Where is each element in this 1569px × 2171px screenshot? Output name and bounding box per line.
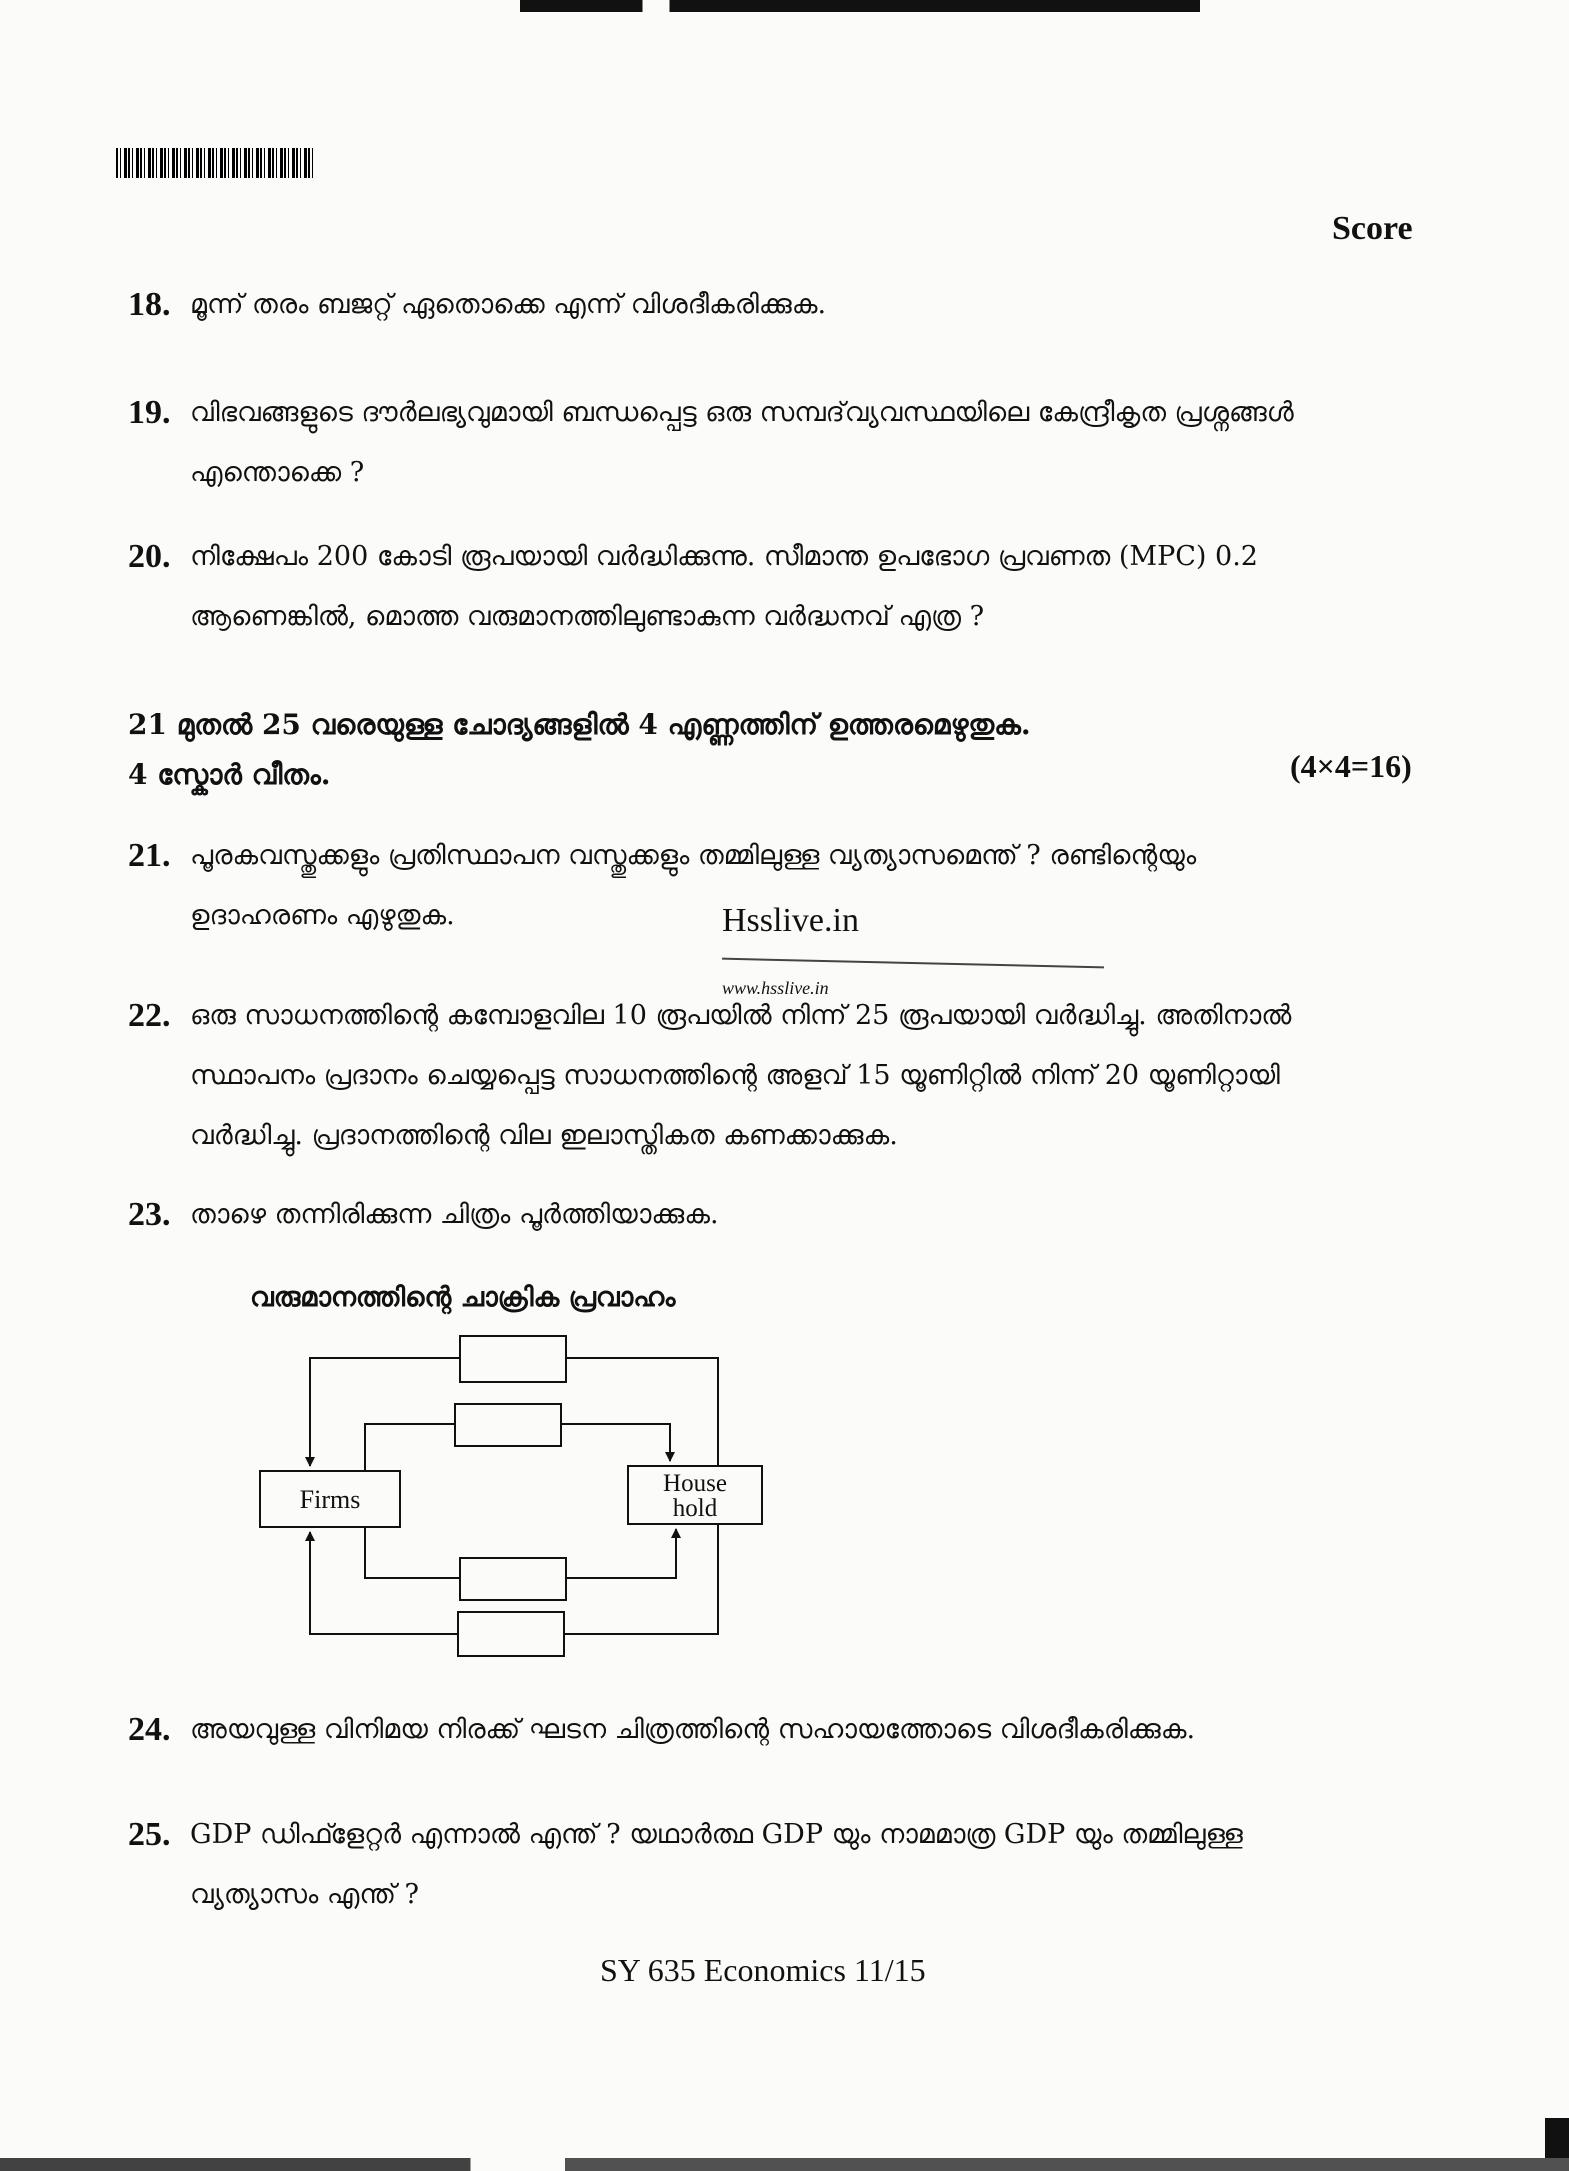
question-23 <box>128 1185 1428 1245</box>
page-footer: SY 635 Economics 11/15 <box>600 1952 926 1988</box>
question-line: ആണെങ്കിൽ, മൊത്ത വരുമാനത്തിലുണ്ടാകുന്ന വർദ്ധനവ് എത്ര ? <box>190 601 985 632</box>
question-line: മൂന്ന് തരം ബജറ്റ് ഏതൊക്കെ എന്ന് വിശദീകരിക്കുക. <box>190 289 827 320</box>
flow-line-outer-top <box>310 1358 460 1466</box>
score-label: Score <box>1332 210 1413 247</box>
scan-edge-bottom <box>0 2158 1569 2171</box>
flow-line-outer-bottom <box>310 1532 458 1634</box>
question-19 <box>128 383 1428 503</box>
question-number: 22. <box>128 997 171 1034</box>
question-line: സ്ഥാപനം പ്രദാനം ചെയ്യപ്പെട്ട സാധനത്തിന്റെ അളവ് 15 യൂണിറ്റിൽ നിന്ന് 20 യൂണിറ്റായി <box>190 1060 1280 1091</box>
question-line: ഉദാഹരണം എഴുതുക. <box>190 900 455 931</box>
watermark-url: www.hsslive.in <box>722 978 829 998</box>
blank-box-top-outer <box>460 1336 566 1382</box>
question-number: 20. <box>128 538 171 575</box>
flow-line-inner-top <box>365 1424 455 1471</box>
question-number: 21. <box>128 837 171 874</box>
question-number: 24. <box>128 1711 171 1748</box>
question-24 <box>128 1700 1428 1760</box>
watermark: Hsslive.in <box>722 902 859 939</box>
question-number: 25. <box>128 1816 171 1853</box>
circular-flow-diagram <box>240 1320 780 1680</box>
question-line: ഒരു സാധനത്തിന്റെ കമ്പോളവില 10 രൂപയിൽ നിന്ന് 25 രൂപയായി വർദ്ധിച്ചു. അതിനാൽ <box>190 1000 1292 1031</box>
flow-line-outer-top <box>566 1358 718 1466</box>
question-number: 23. <box>128 1196 171 1233</box>
blank-box-top-inner <box>455 1404 561 1446</box>
section-marks: (4×4=16) <box>1290 748 1412 784</box>
flow-line-inner-top <box>561 1424 670 1461</box>
question-number: 18. <box>128 286 171 323</box>
scan-edge-corner <box>1545 2118 1569 2158</box>
barcode <box>116 148 316 178</box>
flow-line-inner-bottom <box>365 1527 460 1578</box>
flow-line-inner-bottom <box>566 1529 676 1578</box>
question-18 <box>128 275 1428 335</box>
scan-edge-top <box>520 0 1200 12</box>
question-number: 19. <box>128 394 171 431</box>
household-label: House <box>663 1470 727 1497</box>
question-20 <box>128 527 1428 647</box>
question-line: GDP ഡിഫ്ളേറ്റർ എന്നാൽ എന്ത് ? യഥാർത്ഥ GDP യും നാമമാത്ര GDP യും തമ്മിലുള്ള <box>190 1819 1243 1850</box>
watermark-rule <box>722 958 1104 969</box>
question-line: നിക്ഷേപം 200 കോടി രൂപയായി വർദ്ധിക്കുന്നു. സീമാന്ത ഉപഭോഗ പ്രവണത (MPC) 0.2 <box>190 541 1258 572</box>
blank-box-bottom-inner <box>460 1558 566 1600</box>
household-label: hold <box>672 1495 718 1522</box>
question-line: താഴെ തന്നിരിക്കുന്ന ചിത്രം പൂർത്തിയാക്കുക. <box>190 1199 719 1230</box>
question-25 <box>128 1805 1428 1925</box>
instruction-line: 21 മുതൽ 25 വരെയുള്ള ചോദ്യങ്ങളിൽ 4 എണ്ണത്തിന് ഉത്തരമെഴുതുക. <box>128 708 1031 741</box>
question-line: അയവുള്ള വിനിമയ നിരക്ക് ഘടന ചിത്രത്തിന്റെ സഹായത്തോടെ വിശദീകരിക്കുക. <box>190 1714 1196 1745</box>
instruction-line: 4 സ്കോർ വീതം. <box>128 758 331 791</box>
question-line: പൂരകവസ്തുക്കളും പ്രതിസ്ഥാപന വസ്തുക്കളും തമ്മിലുള്ള വ്യത്യാസമെന്ത് ? രണ്ടിന്റെയും <box>190 840 1197 871</box>
question-22 <box>128 986 1428 1166</box>
blank-box-bottom-outer <box>458 1612 564 1656</box>
question-line: വിഭവങ്ങളുടെ ദൗർലഭ്യവുമായി ബന്ധപ്പെട്ട ഒരു സമ്പദ്‌വ്യവസ്ഥയിലെ കേന്ദ്രീകൃത പ്രശ്നങ്ങൾ <box>190 397 1294 428</box>
firms-label: Firms <box>299 1485 361 1514</box>
question-line: വർദ്ധിച്ചു. പ്രദാനത്തിന്റെ വില ഇലാസ്തികത കണക്കാക്കുക. <box>190 1120 898 1151</box>
section-instruction <box>128 700 1428 800</box>
question-line: വ്യത്യാസം എന്ത് ? <box>190 1879 420 1910</box>
diagram-title: വരുമാനത്തിന്റെ ചാക്രിക പ്രവാഹം <box>250 1282 676 1313</box>
question-line: എന്തൊക്കെ ? <box>190 457 365 488</box>
